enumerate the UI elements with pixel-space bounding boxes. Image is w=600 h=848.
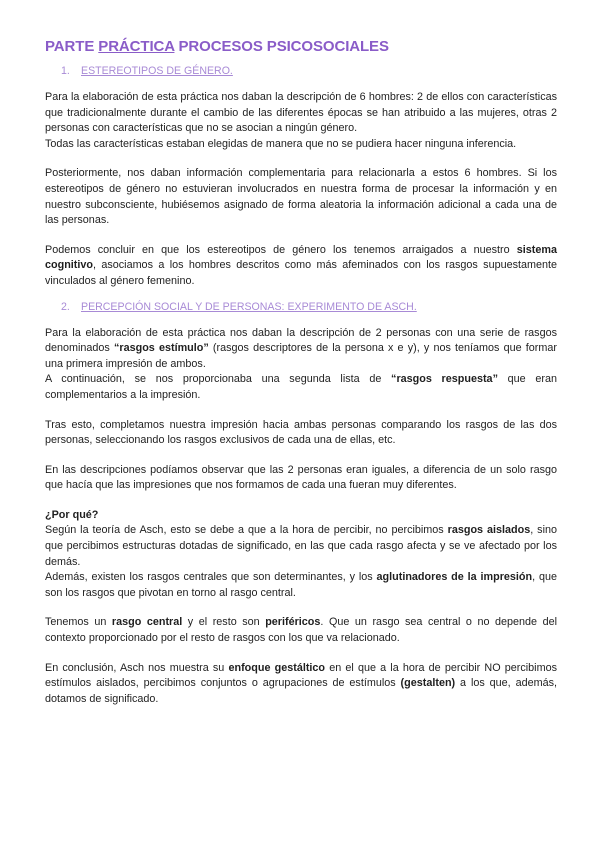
document-page bbox=[45, 38, 557, 707]
paragraph: Podemos concluir en que los estereotipos de género los tenemos arraigados a nuestro sistema cognitivo, asociamos a los hombres descritos como más afeminados con los rasgos supuestamente vinculados al género femenino. bbox=[45, 243, 557, 287]
paragraph: Para la elaboración de esta práctica nos daban la descripción de 2 personas con una serie de rasgos denominados “rasgos estímulo” (rasgos descriptores de la persona x e y), y nos teníamos que formar una primera impresión de ambos. bbox=[45, 326, 557, 370]
paragraph: Tras esto, completamos nuestra impresión hacia ambas personas comparando los rasgos de las dos personas, seleccionando los rasgos exclusivos de cada una de ellas, etc. bbox=[45, 418, 557, 447]
paragraph: Todas las características estaban elegidas de manera que no se pudiera hacer ninguna inferencia. bbox=[45, 137, 517, 150]
paragraph: Para la elaboración de esta práctica nos daban la descripción de 6 hombres: 2 de ellos con características que tradicionalmente durante el cambio de las diferentes épocas se han atribuido a las mujeres, otras 2 personas con características que no se asocian a ningún género. bbox=[45, 91, 557, 135]
section-title: ESTEREOTIPOS DE GÉNERO. bbox=[81, 65, 233, 77]
section-number: 2. bbox=[61, 300, 70, 313]
paragraph: Además, existen los rasgos centrales que son determinantes, y los aglutinadores de la impresión, que son los rasgos que pivotan en torno al rasgo central. bbox=[45, 571, 558, 599]
section-title: PERCEPCIÓN SOCIAL Y DE PERSONAS: EXPERIMENTO DE ASCH. bbox=[81, 300, 417, 313]
section-heading-2 bbox=[45, 301, 557, 313]
title-underlined: PRÁCTICA bbox=[98, 38, 175, 55]
paragraph: A continuación, se nos proporcionaba una segunda lista de “rasgos respuesta” que eran complementarios a la impresión. bbox=[45, 373, 557, 401]
paragraph: Tenemos un rasgo central y el resto son periféricos. Que un rasgo sea central o no depende del contexto proporcionado por el resto de rasgos con los que va relacionado. bbox=[45, 616, 557, 645]
section-heading-1 bbox=[45, 65, 557, 77]
paragraph: En conclusión, Asch nos muestra su enfoque gestáltico en el que a la hora de percibir NO percibimos estímulos aislados, percibimos conjuntos o agrupaciones de estímulos (gestalten) a los que, además, dotamos de significado. bbox=[45, 661, 558, 705]
section-number: 1. bbox=[61, 65, 70, 77]
paragraph: Según la teoría de Asch, esto se debe a que a la hora de percibir, no percibimos rasgos aislados, sino que percibimos estructuras dotadas de significado, en las que cada rasgo afecta y se ve afectado por los demás. bbox=[45, 524, 557, 568]
paragraph: En las descripciones podíamos observar que las 2 personas eran iguales, a diferencia de un solo rasgo que hacía que las impresiones que nos formamos de cada una fueran muy diferentes. bbox=[45, 463, 557, 492]
paragraph: Posteriormente, nos daban información complementaria para relacionarla a estos 6 hombres. Si los estereotipos de género no estuvieran involucrados en nuestra forma de procesar la información y en nuestro subconsciente, hubiésemos asignado de forma aleatoria la información adicional a cada una de las personas. bbox=[45, 167, 557, 227]
question-heading: ¿Por qué? bbox=[45, 508, 99, 521]
title-prefix: PARTE bbox=[45, 38, 99, 55]
title-suffix: PROCESOS PSICOSOCIALES bbox=[174, 38, 389, 55]
page-title bbox=[45, 38, 557, 55]
